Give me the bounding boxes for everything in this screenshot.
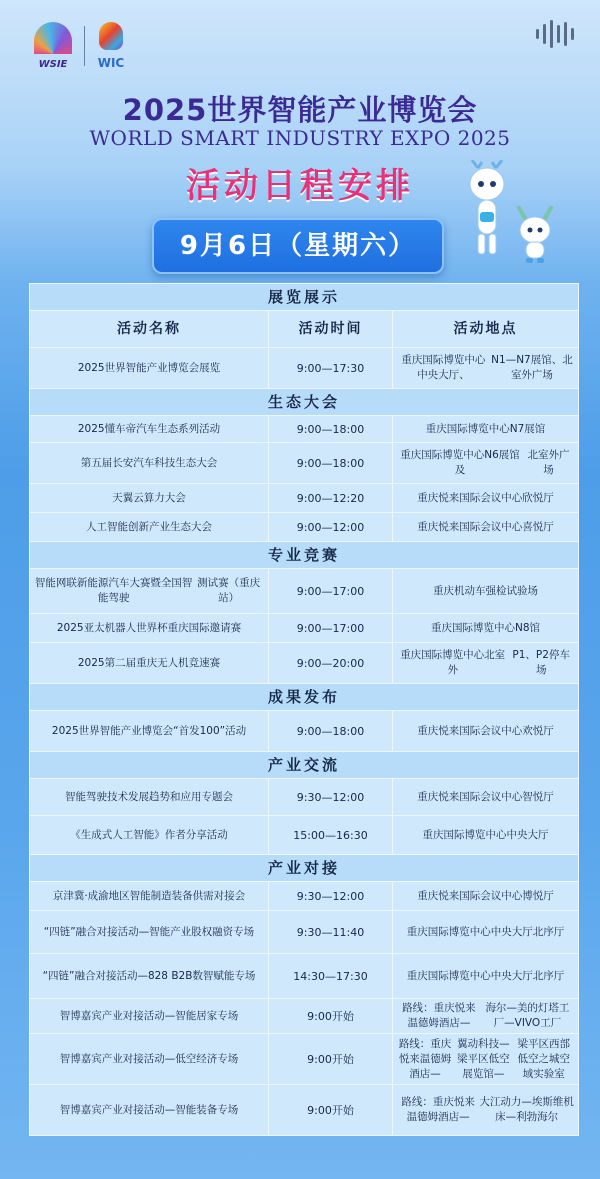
event-time-cell: 9:00—18:00 (269, 711, 393, 751)
table-row (30, 778, 578, 815)
event-name-cell (30, 911, 269, 953)
table-row (30, 512, 578, 541)
column-header: 活动名称 (30, 311, 269, 347)
cell-text-line: 路线：重庆悦来温德姆酒店— (398, 1037, 452, 1080)
table-row (30, 815, 578, 854)
cell-text-line: “四链”融合对接活动—828 B2B (42, 969, 193, 982)
cell-text-line: 2025亚太机器人世界杯重庆国际邀请赛 (56, 621, 242, 634)
table-row (30, 642, 578, 683)
cell-text-line: 重庆国际博览中心中央大厅、 (401, 354, 486, 381)
event-name-cell (30, 1085, 269, 1135)
schedule-table (29, 283, 579, 1136)
section-header-row (30, 683, 578, 710)
event-time-cell: 15:00—16:30 (269, 816, 393, 854)
table-row (30, 1033, 578, 1084)
cell-text-line: 智博嘉宾产业对接活动—智能居家专场 (59, 1009, 239, 1022)
event-venue-cell (393, 882, 578, 910)
cell-text-line: 天翼云算力大会 (112, 491, 186, 504)
cell-text-line: 大江动力—埃斯维机床—利勃海尔 (479, 1096, 574, 1123)
table-row (30, 613, 578, 642)
section-title: 产业对接 (30, 855, 578, 881)
event-name-cell (30, 816, 269, 854)
event-time-cell: 9:00—17:30 (269, 348, 393, 388)
event-name-cell (30, 614, 269, 642)
cell-text-line: 重庆国际博览中心中央大厅 (422, 828, 549, 841)
wic-logo: WIC (93, 22, 129, 70)
mascot-illustration-small (512, 206, 558, 264)
event-venue-cell (393, 643, 578, 683)
event-time-cell: 9:00—17:00 (269, 614, 393, 642)
event-time-cell: 9:00—18:00 (269, 416, 393, 442)
cell-text-line: 《生成式人工智能》作者分享活动 (70, 828, 228, 841)
cell-text-line: 智博嘉宾产业对接活动—低空经济专场 (59, 1052, 239, 1065)
event-venue-cell (393, 999, 578, 1033)
table-row (30, 415, 578, 442)
date-badge: 9月6日（星期六） (152, 218, 444, 274)
cell-text-line: 北室外广场 (527, 449, 570, 476)
event-name-cell (30, 643, 269, 683)
column-header: 活动时间 (269, 311, 393, 347)
table-row (30, 998, 578, 1033)
section-title: 产业交流 (30, 752, 578, 778)
cell-text-line: 数智赋能专场 (192, 969, 256, 982)
wsie-logo: WSIE (30, 22, 76, 70)
cell-text-line: 智能驾驶技术发展趋势和应用专题会 (65, 790, 233, 803)
section-header-row (30, 541, 578, 568)
column-header-row (30, 310, 578, 347)
event-venue-cell (393, 911, 578, 953)
cell-text-line: 重庆悦来国际会议中心博悦厅 (417, 889, 554, 902)
table-row (30, 347, 578, 388)
event-time-cell: 9:00—17:00 (269, 569, 393, 613)
cell-text-line: 翼动科技—梁平区低空展览馆— (457, 1037, 510, 1080)
cell-text-line: 智能网联新能源汽车大赛暨全国智能驾驶 (34, 577, 193, 604)
section-header-row (30, 388, 578, 415)
event-name-cell (30, 348, 269, 388)
event-time-cell: 9:00—12:20 (269, 484, 393, 512)
cell-text-line: 第五届长安汽车科技生态大会 (80, 456, 218, 469)
cell-text-line: 2025懂车帝汽车生态系列活动 (77, 422, 221, 435)
event-venue-cell (393, 779, 578, 815)
header-logos (30, 22, 129, 70)
event-time-cell: 9:30—12:00 (269, 882, 393, 910)
cell-text-line: 2025世界智能产业博览会展览 (77, 361, 221, 374)
cell-text-line: 测试赛（重庆站） (197, 577, 261, 604)
cell-text-line: 重庆国际博览中心N7展馆 (425, 422, 546, 435)
cell-text-line: 北序厅 (532, 969, 565, 982)
event-time-cell: 9:00开始 (269, 999, 393, 1033)
event-time-cell: 9:00—12:00 (269, 513, 393, 541)
event-name-cell (30, 882, 269, 910)
event-venue-cell (393, 569, 578, 613)
event-name-cell (30, 711, 269, 751)
section-title: 展览展示 (30, 284, 578, 310)
event-time-cell: 9:00—18:00 (269, 443, 393, 483)
audio-wave-icon[interactable] (536, 20, 574, 48)
event-time-cell: 9:30—11:40 (269, 911, 393, 953)
table-row (30, 881, 578, 910)
event-venue-cell (393, 1034, 578, 1084)
table-row (30, 953, 578, 998)
cell-text-line: 京津冀·成渝地区智能制造装备供需对接会 (52, 889, 246, 902)
cell-text-line: “四链”融合对接活动—智能产业 (43, 925, 192, 938)
event-venue-cell (393, 614, 578, 642)
event-name-cell (30, 954, 269, 998)
event-time-cell: 14:30—17:30 (269, 954, 393, 998)
cell-text-line: 重庆国际博览中心N8馆 (430, 621, 541, 634)
event-name-cell (30, 569, 269, 613)
event-venue-cell (393, 348, 578, 388)
table-row (30, 483, 578, 512)
column-header: 活动地点 (453, 320, 518, 337)
event-name-cell (30, 999, 269, 1033)
event-venue-cell (393, 816, 578, 854)
section-header-row (30, 751, 578, 778)
section-title: 成果发布 (30, 684, 578, 710)
cell-text-line: 智博嘉宾产业对接活动—智能装备专场 (59, 1103, 239, 1116)
cell-text-line: 2025世界智能产业博览会“首发100”活动 (51, 724, 247, 737)
cell-text-line: 人工智能创新产业生态大会 (86, 520, 212, 533)
cell-text-line: 重庆悦来国际会议中心喜悦厅 (417, 520, 554, 533)
cell-text-line: 海尔—美的灯塔工厂—VIVO工厂 (485, 1002, 570, 1029)
event-name-cell (30, 484, 269, 512)
mascot-illustration (458, 160, 516, 260)
event-name-cell (30, 1034, 269, 1084)
event-venue-cell (393, 416, 578, 442)
table-row (30, 568, 578, 613)
schedule-heading: 活动日程安排 (186, 166, 414, 206)
logo-divider (84, 26, 85, 66)
section-header-row (30, 284, 578, 310)
event-name-cell (30, 443, 269, 483)
cell-text-line: 重庆国际博览中心北室外 (400, 649, 506, 676)
cell-text-line: 梁平区西部低空之城空域实验室 (517, 1037, 571, 1080)
event-time-cell: 9:00开始 (269, 1085, 393, 1135)
table-row (30, 442, 578, 483)
cell-text-line: 路线：重庆悦来温德姆酒店— (402, 1002, 476, 1029)
cell-text-line: P1、P2停车场 (512, 649, 570, 676)
cell-text-line: 路线：重庆悦来温德姆酒店— (401, 1096, 475, 1123)
event-time-cell: 9:00—20:00 (269, 643, 393, 683)
cell-text-line: 重庆国际博览中心中央大厅 (406, 925, 533, 938)
event-venue-cell (393, 513, 578, 541)
cell-text-line: 股权融资专场 (191, 925, 255, 938)
event-time-cell: 9:30—12:00 (269, 779, 393, 815)
event-venue-cell (393, 1085, 578, 1135)
event-time-cell: 9:00开始 (269, 1034, 393, 1084)
cell-text-line: 重庆悦来国际会议中心欣悦厅 (417, 491, 554, 504)
cell-text-line: 重庆国际博览中心中央大厅 (406, 969, 533, 982)
event-name-cell (30, 513, 269, 541)
cell-text-line: 北序厅 (532, 925, 565, 938)
event-venue-cell (393, 484, 578, 512)
table-row (30, 1084, 578, 1135)
event-venue-cell (393, 954, 578, 998)
table-row (30, 710, 578, 751)
section-title: 生态大会 (30, 389, 578, 415)
cell-text-line: 重庆机动车强检试验场 (433, 584, 538, 597)
section-header-row (30, 854, 578, 881)
cell-text-line: N1—N7展馆、北室外广场 (491, 354, 573, 381)
event-venue-cell (393, 443, 578, 483)
event-venue-cell (393, 711, 578, 751)
cell-text-line: 2025第二届重庆无人机竞速赛 (77, 656, 221, 669)
page-title-english: WORLD SMART INDUSTRY EXPO 2025 (89, 126, 511, 150)
event-name-cell (30, 779, 269, 815)
cell-text-line: 重庆悦来国际会议中心智悦厅 (417, 790, 554, 803)
page-title: 2025世界智能产业博览会 (122, 93, 478, 127)
event-name-cell (30, 416, 269, 442)
table-row (30, 910, 578, 953)
cell-text-line: 重庆悦来国际会议中心欢悦厅 (417, 724, 554, 737)
cell-text-line: 重庆国际博览中心N6展馆及 (400, 449, 520, 476)
section-title: 专业竞赛 (30, 542, 578, 568)
